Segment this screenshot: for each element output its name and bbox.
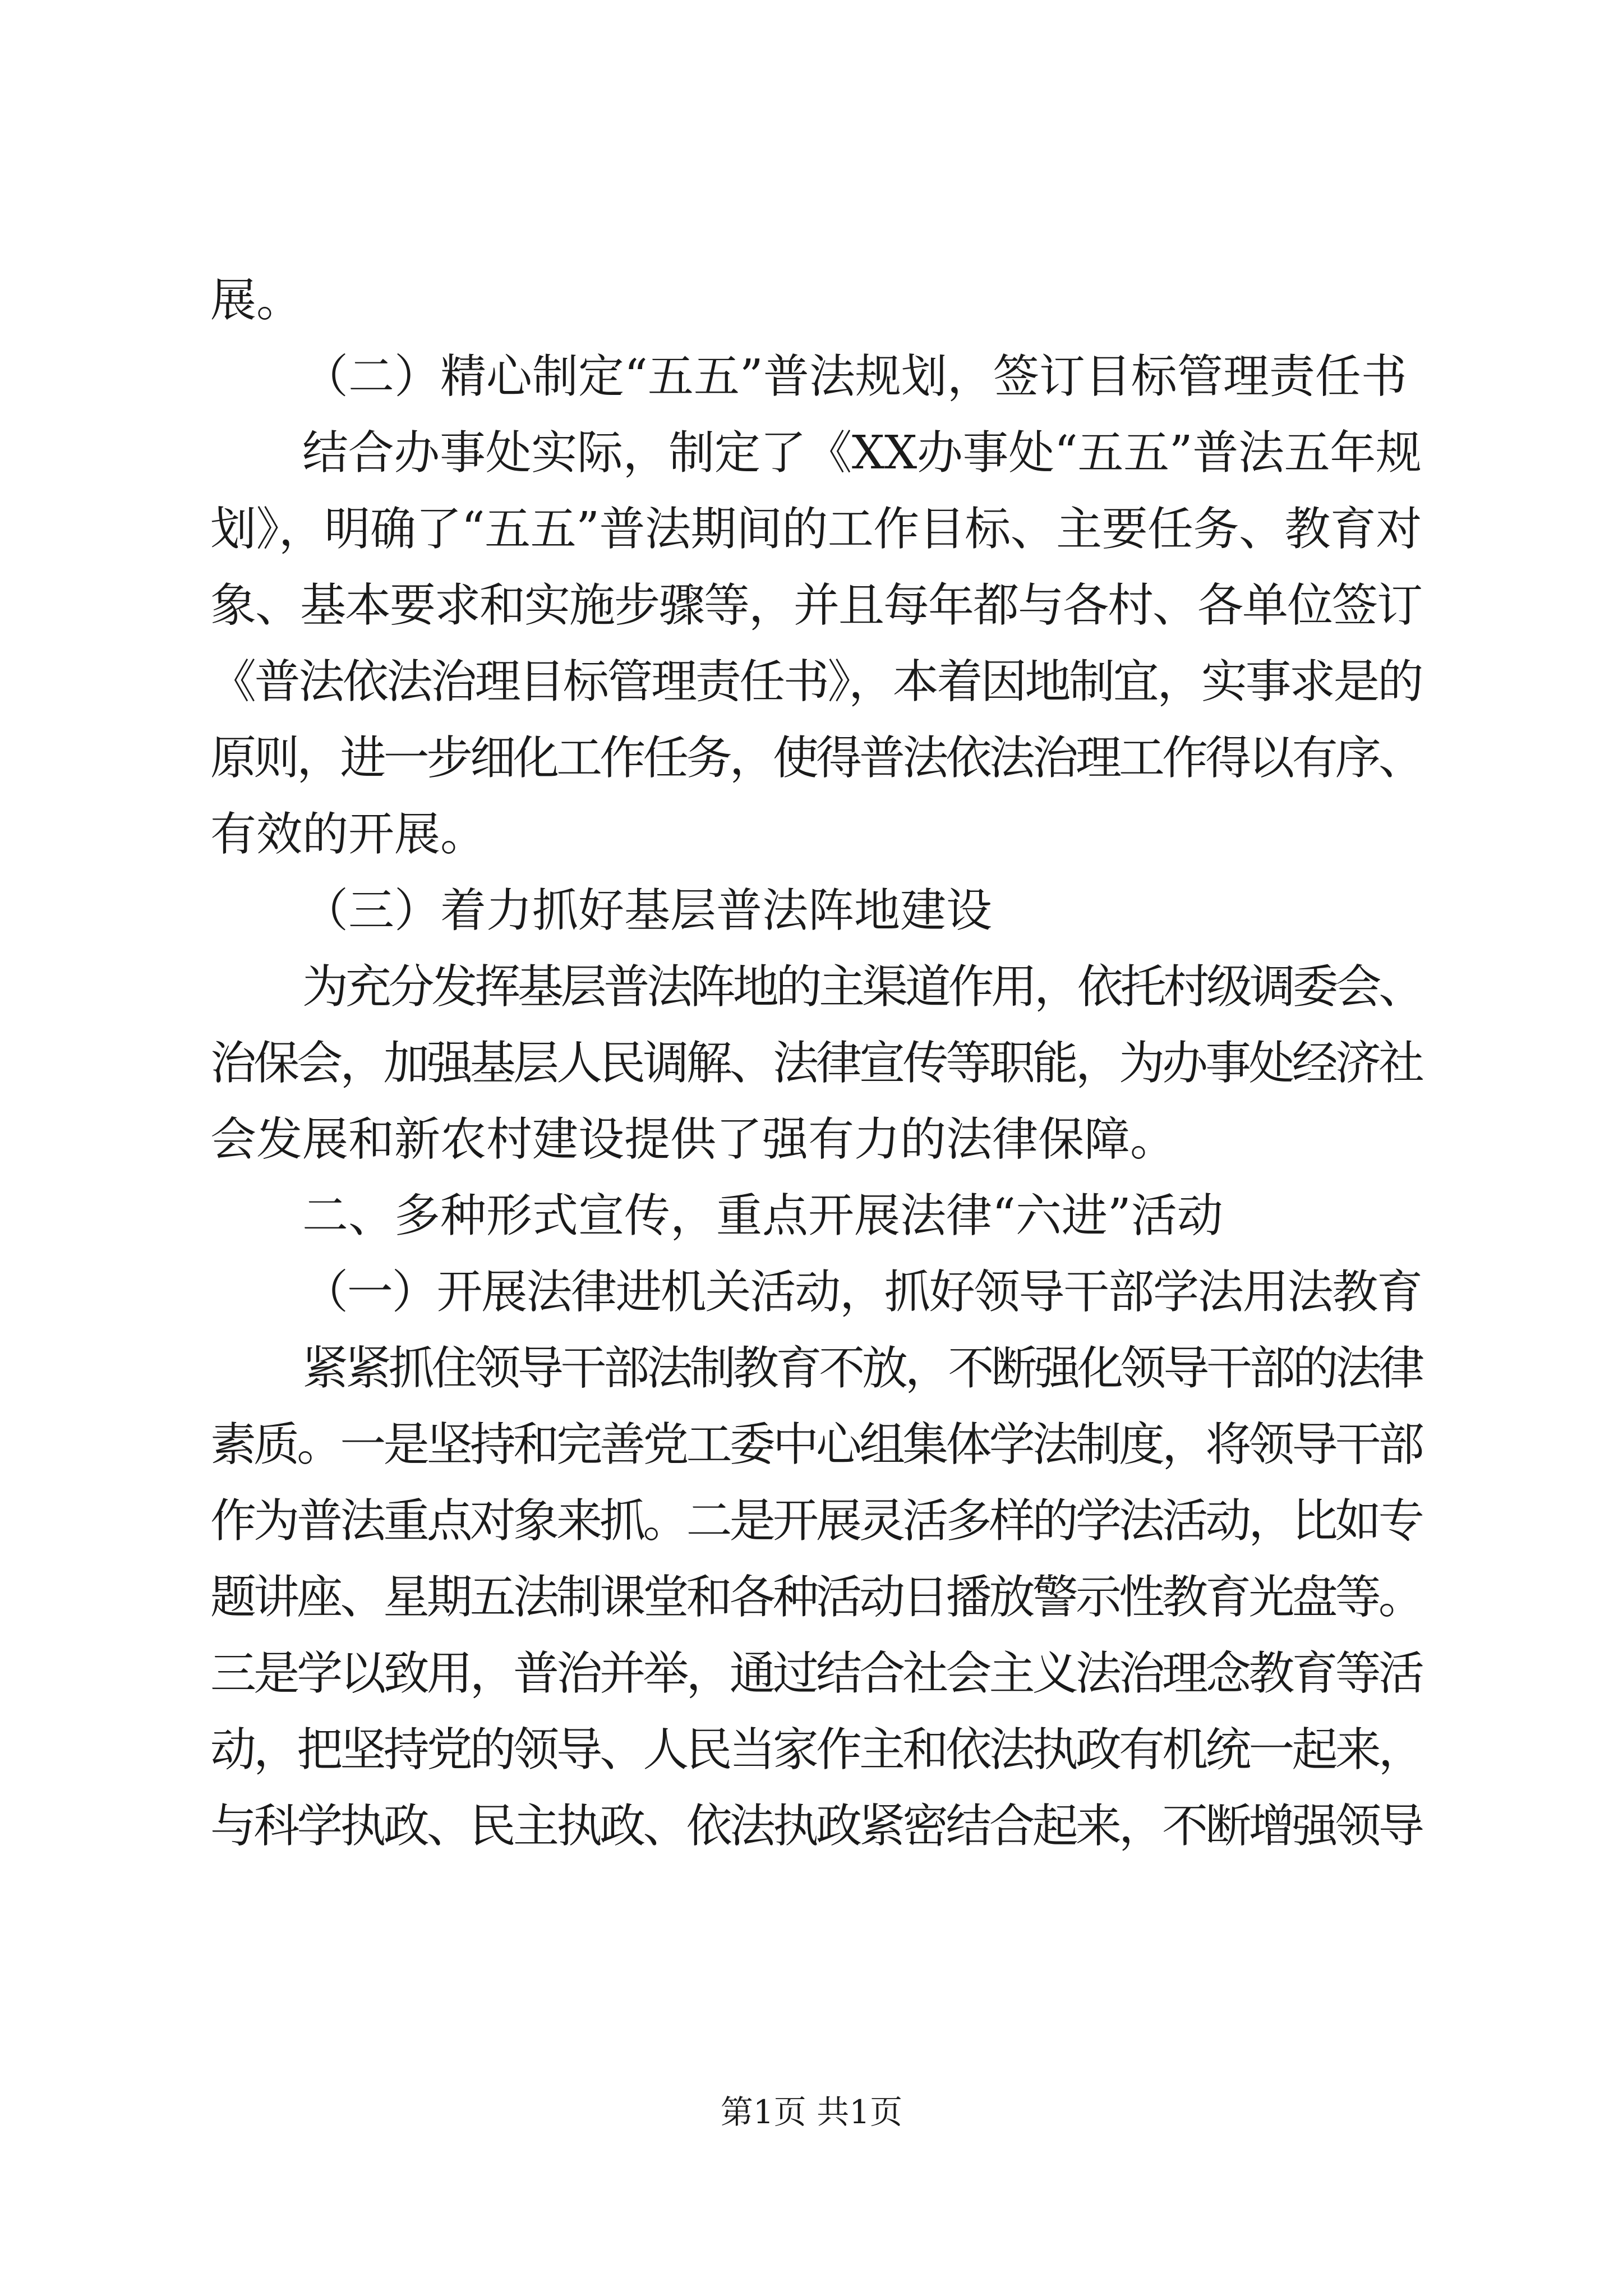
text-line: 《普法依法治理目标管理责任书》，本着因地制宜，实事求是的 [210, 655, 1422, 708]
text-line: （二）精心制定“五五”普法规划，签订目标管理责任书 [302, 350, 1407, 403]
text-line: 治保会，加强基层人民调解、法律宣传等职能，为办事处经济社 [210, 1037, 1422, 1090]
document-body [210, 263, 1422, 1865]
text-line: 为充分发挥基层普法阵地的主渠道作用，依托村级调委会、 [302, 960, 1422, 1014]
text-line: 动，把坚持党的领导、人民当家作主和依法执政有机统一起来， [210, 1723, 1422, 1777]
text-line: （三）着力抓好基层普法阵地建设 [302, 884, 993, 937]
text-line: 会发展和新农村建设提供了强有力的法律保障。 [210, 1113, 1177, 1166]
text-line: 题讲座、星期五法制课堂和各种活动日播放警示性教育光盘等。 [210, 1571, 1422, 1624]
page-footer: 第1页 共1页 [720, 2093, 903, 2131]
text-line: 象、基本要求和实施步骤等，并且每年都与各村、各单位签订 [210, 579, 1422, 632]
text-line: 展。 [210, 274, 303, 327]
text-line: 划》，明确了“五五”普法期间的工作目标、主要任务、教育对 [210, 503, 1422, 556]
text-line: （一）开展法律进机关活动，抓好领导干部学法用法教育 [302, 1266, 1422, 1319]
text-line: 三是学以致用，普治并举，通过结合社会主义法治理念教育等活 [210, 1647, 1422, 1700]
text-line: 作为普法重点对象来抓。二是开展灵活多样的学法活动，比如专 [210, 1494, 1422, 1548]
text-line: 结合办事处实际，制定了《XX办事处“五五”普法五年规 [302, 426, 1422, 480]
text-line: 紧紧抓住领导干部法制教育不放，不断强化领导干部的法律 [302, 1342, 1422, 1395]
text-line: 有效的开展。 [210, 808, 487, 861]
text-line: 与科学执政、民主执政、依法执政紧密结合起来，不断增强领导 [210, 1800, 1422, 1853]
text-line: 二、多种形式宣传，重点开展法律“六进”活动 [302, 1189, 1223, 1243]
text-line: 素质。一是坚持和完善党工委中心组集体学法制度，将领导干部 [210, 1418, 1422, 1471]
text-line: 原则，进一步细化工作任务，使得普法依法治理工作得以有序、 [210, 731, 1422, 785]
